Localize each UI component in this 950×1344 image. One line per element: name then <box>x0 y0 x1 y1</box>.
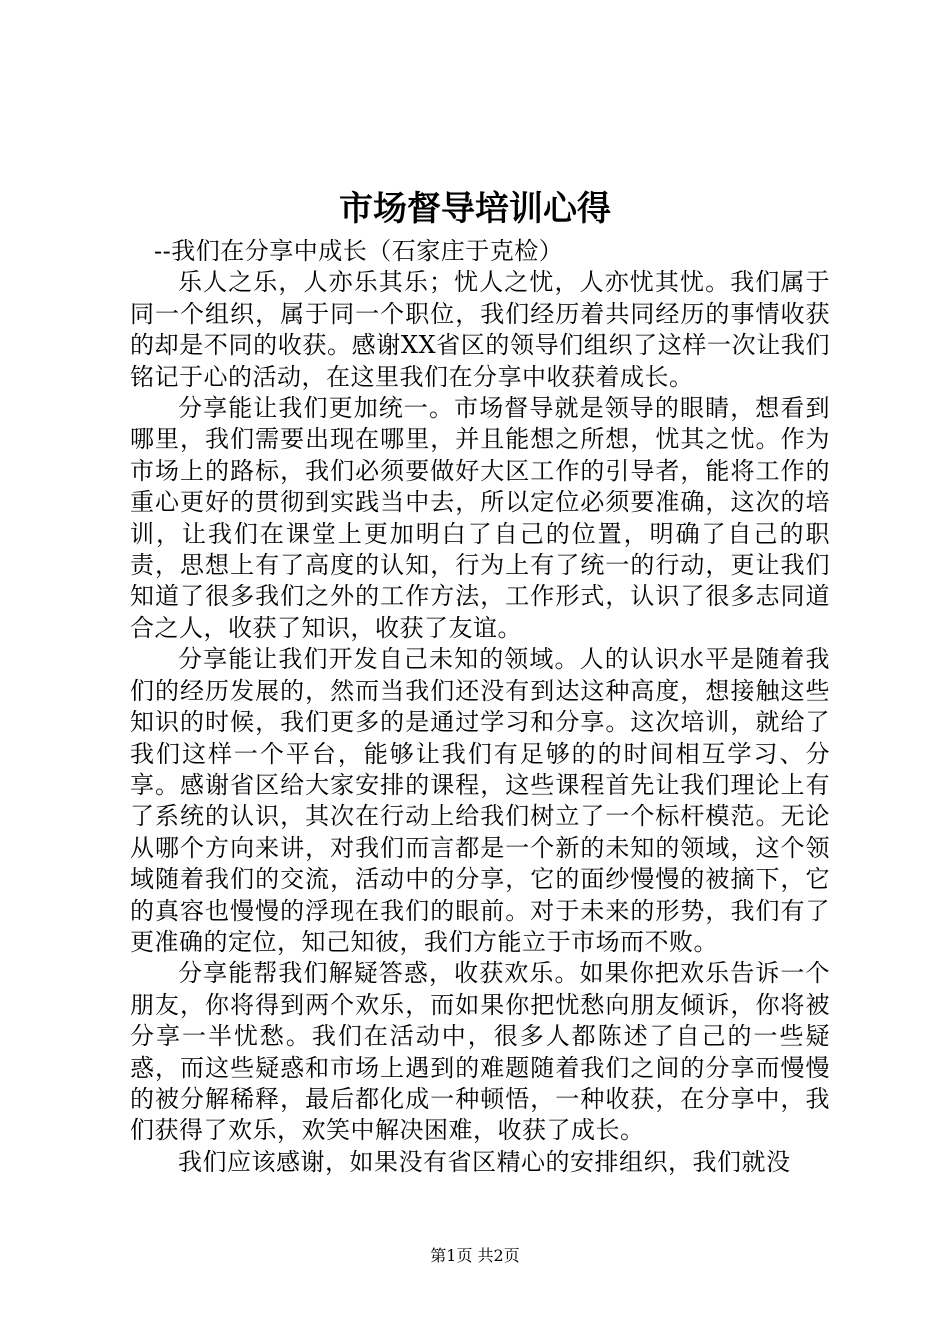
paragraph-1: 乐人之乐，人亦乐其乐；忧人之忧，人亦忧其忧。我们属于同一个组织，属于同一个职位，我们经历着共同经历的事情收获的却是不同的收获。感谢XX省区的领导们组织了这样一次让我们铭记于心的活动，在这里我们在分享中收获着成长。 <box>130 268 830 391</box>
document-subtitle: --我们在分享中成长（石家庄于克检） <box>154 237 564 265</box>
paragraph-4: 分享能帮我们解疑答惑，收获欢乐。如果你把欢乐告诉一个朋友，你将得到两个欢乐，而如果你把忧愁向朋友倾诉，你将被分享一半忧愁。我们在活动中，很多人都陈述了自己的一些疑惑，而这些疑惑和市场上遇到的难题随着我们之间的分享而慢慢的被分解稀释，最后都化成一种顿悟，一种收获，在分享中，我们获得了欢乐，欢笑中解决困难，收获了成长。 <box>130 959 830 1145</box>
paragraph-3: 分享能让我们开发自己未知的领域。人的认识水平是随着我们的经历发展的，然而当我们还没有到达这种高度，想接触这些知识的时候，我们更多的是通过学习和分享。这次培训，就给了我们这样一个平台，能够让我们有足够的的时间相互学习、分享。感谢省区给大家安排的课程，这些课程首先让我们理论上有了系统的认识，其次在行动上给我们树立了一个标杆模范。无论从哪个方向来讲，对我们而言都是一个新的未知的领域，这个领域随着我们的交流，活动中的分享，它的面纱慢慢的被摘下，它的真容也慢慢的浮现在我们的眼前。对于未来的形势，我们有了更准确的定位，知己知彼，我们方能立于市场而不败。 <box>130 645 830 956</box>
paragraph-5: 我们应该感谢，如果没有省区精心的安排组织，我们就没 <box>178 1147 791 1176</box>
page-footer: 第1页 共2页 <box>430 1246 520 1265</box>
paragraph-2: 分享能让我们更加统一。市场督导就是领导的眼睛，想看到哪里，我们需要出现在哪里，并且能想之所想，忧其之忧。作为市场上的路标，我们必须要做好大区工作的引导者，能将工作的重心更好的贯彻到实践当中去，所以定位必须要准确，这次的培训，让我们在课堂上更加明白了自己的位置，明确了自己的职责，思想上有了高度的认知，行为上有了统一的行动，更让我们知道了很多我们之外的工作方法，工作形式，认识了很多志同道合之人，收获了知识，收获了友谊。 <box>130 394 830 642</box>
document-body <box>130 236 830 1178</box>
document-title: 市场督导培训心得 <box>339 189 611 229</box>
